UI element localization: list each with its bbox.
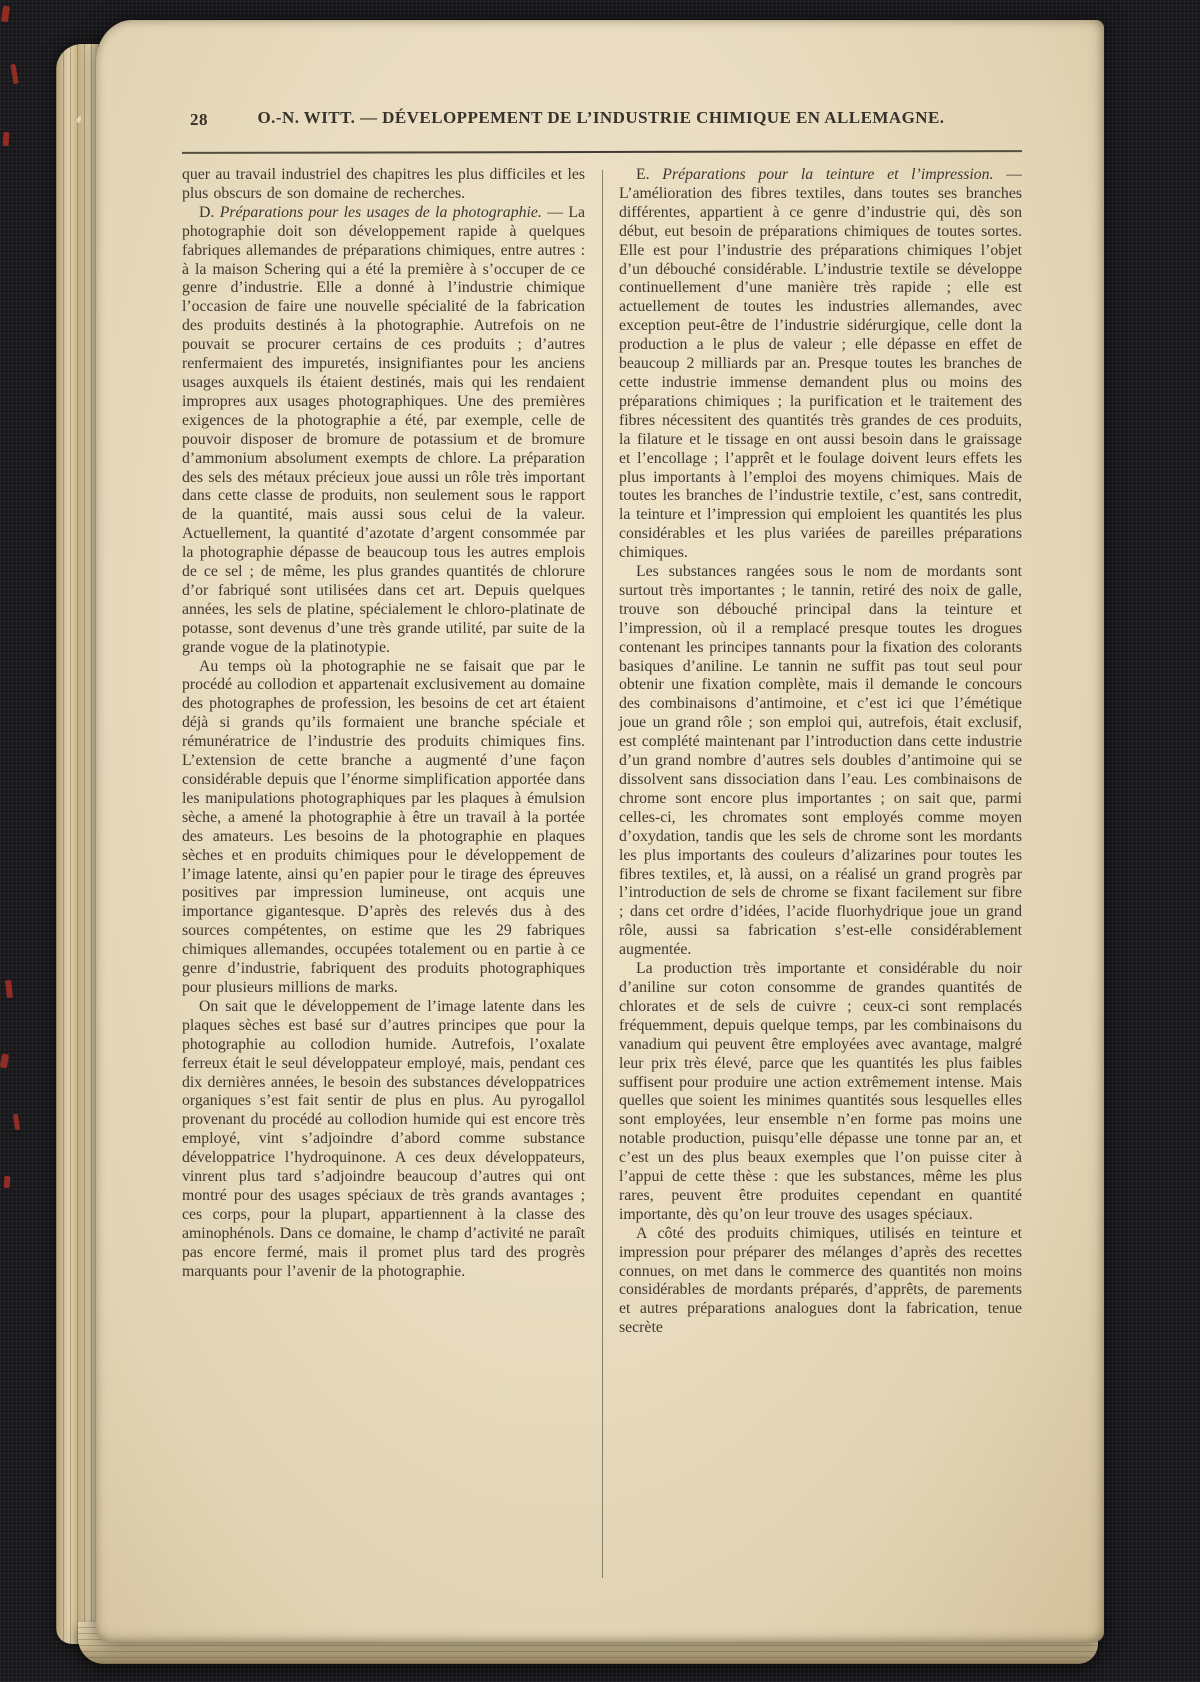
running-title: O.-N. WITT. — DÉVELOPPEMENT DE L’INDUSTRIE CHIMIQUE EN ALLEMAGNE.	[257, 108, 945, 127]
column-divider-rule	[602, 170, 603, 1578]
paragraph	[619, 166, 1022, 563]
text-run: Les substances rangées sous le nom de mordants sont surtout très importantes ; le tannin, retiré des noix de galle, trouve son débouché principal dans la teinture et l’impression, où il a remplacé presque toutes les drogues contenant les principes tannants pour la fixation des colorants basiques d’aniline. Le tannin ne suffit pas tout seul pour obtenir une fixation complète, mais il demande le concours des combinaisons d’antimoine, et c’est ici que l’émétique joue un grand rôle ; son emploi qui, autrefois, était exclusif, est complété maintenant par l’introduction dans cette industrie d’un grand nombre d’autres sels doubles d’antimoine qui se dissolvent sans dissociation dans l’eau. Les combinaisons de chrome sont encore plus importantes ; on sait que, parmi celles-ci, les chromates sont employés comme moyen d’oxydation, tandis que les sels de chrome sont les mordants les plus importants des couleurs d’alizarines pour toutes les fibres textiles, et, là aussi, on a réalisé un grand progrès par l’introduction de sels de chrome se fixant facilement sur fibre ; dans cet ordre d’idées, l’acide fluorhydrique joue un grand rôle, aussi sa fabrication s’est-elle considérablement augmentée.	[619, 563, 1022, 959]
red-thread-mark	[4, 1176, 11, 1188]
red-thread-mark	[0, 1053, 9, 1068]
column-left	[182, 166, 585, 1612]
section-letter: D.	[199, 203, 220, 221]
header-rule	[182, 150, 1022, 154]
red-thread-mark	[3, 132, 10, 146]
text-run: La production très importante et considérable du noir d’aniline sur coton consomme de grandes quantités de chlorates et de sels de cuivre ; ceux-ci sont remplacés fréquemment, depuis quelque temps, par les combinaisons du vanadium qui peuvent être employées avec avantage, malgré leur prix très élevé, parce que les quantités les plus faibles suffisent pour produire une action extrêmement intense. Mais quelles que soient les minimes quantités sous lesquelles elles sont employées, leur ensemble n’en forme pas moins une notable production, puisqu’elle dépasse une tonne par an, et c’est un des plus beaux exemples que l’on puisse citer à l’appui de cette thèse : que les substances, même les plus rares, peuvent être produites cependant en quantité importante, dès qu’on leur trouve des usages spéciaux.	[619, 960, 1022, 1223]
text-run: quer au travail industriel des chapitres les plus difficiles et les plus obscurs de son domaine de recherches.	[182, 166, 585, 202]
red-thread-mark	[10, 64, 18, 85]
text-run: — L’amélioration des fibres textiles, dans toutes ses branches différentes, appartient à ce genre d’industrie qui, dès son début, eut besoin de préparations chimiques de toutes sortes. Elle est pour l’industrie des préparations chimiques l’objet d’un débouché considérable. L’industrie textile se développe continuellement d’une manière très rapide ; elle est actuellement de toutes les industries allemandes, avec exception peut-être de l’industrie sidérurgique, celle dont la production a le plus de valeur ; elle dépasse en effet de beaucoup 2 milliards par an. Presque toutes les branches de cette industrie immense demandent plus ou moins des préparations chimiques ; la purification et le traitement des fibres nécessitent des quantités très grandes de ces produits, la filature et le tissage en ont aussi besoin dans le graissage et l’encollage ; l’apprêt et le foulage doivent leurs effets les plus importants à l’emploi des moyens chimiques. Mais de toutes les branches de l’industrie textile, c’est, sans contredit, la teinture et l’impression qui emploient les quantités les plus considérables et les plus variées de pareilles préparations chimiques.	[619, 166, 1022, 562]
text-columns	[182, 166, 1022, 1612]
section-letter: E.	[636, 166, 663, 183]
running-head	[182, 108, 1020, 134]
red-thread-mark	[13, 1114, 20, 1131]
paragraph	[619, 563, 1022, 960]
section-title-italic: Préparations pour les usages de la photographie.	[219, 203, 542, 221]
paragraph	[182, 204, 585, 658]
column-right	[619, 166, 1022, 1612]
red-thread-mark	[1, 6, 10, 23]
section-title-italic: Préparations pour la teinture et l’impression.	[662, 166, 994, 183]
text-run: — La photographie doit son développement rapide à quelques fabriques allemandes de préparations chimiques, entre autres : à la maison Schering qui a été la première à s’occuper de ce genre d’industrie. Elle a donné à l’industrie chimique l’occasion de faire une nouvelle spécialité de la fabrication des produits destinés à la photographie. Autrefois on ne pouvait se procurer certains de ces produits ; d’autres renfermaient des impuretés, insignifiantes pour les anciens usages auxquels ils étaient destinés, mais qui les rendaient impropres aux usages photographiques. Une des premières exigences de la photographie a été, par exemple, celle de pouvoir disposer de bromure de potassium et de bromure d’ammonium absolument exempts de chlore. La préparation des sels des métaux précieux joue aussi un rôle très important dans cette classe de produits, non seulement sous le rapport de la quantité, mais aussi sous celui de la valeur. Actuellement, la quantité d’azotate d’argent consommée par la photographie dépasse de beaucoup tous les autres emplois de ce sel ; de même, les plus grandes quantités de chlorure d’or fabriqué sont utilisées dans cet art. Depuis quelques années, les sels de platine, spécialement le chloro-platinate de potasse, sont devenus d’une très grande utilité, par suite de la grande vogue de la platinotypie.	[182, 203, 585, 656]
paragraph	[619, 1225, 1022, 1338]
paragraph	[182, 166, 585, 204]
text-run: A côté des produits chimiques, utilisés en teinture et impression pour préparer des mélanges d’après des recettes connues, on met dans le commerce des quantités non moins considérables de mordants préparés, d’apprêts, de parements et autres préparations analogues dont la fabrication, tenue secrète	[619, 1224, 1022, 1337]
paragraph	[619, 960, 1022, 1225]
red-thread-mark	[5, 980, 13, 999]
paragraph	[182, 998, 585, 1282]
page-number: 28	[190, 110, 208, 129]
text-run: On sait que le développement de l’image latente dans les plaques sèches est basé sur d’autres principes que pour la photographie au collodion humide. Autrefois, l’oxalate ferreux était le seul développateur employé, mais, pendant ces dix dernières années, le besoin des substances développatrices organiques s’est fait sentir de plus en plus. Au pyrogallol provenant du procédé au collodion humide qui est encore très employé, vint s’adjoindre d’abord comme substance développatrice l’hydroquinone. A ces deux développateurs, vinrent plus tard s’adjoindre beaucoup d’autres qui ont montré pour des usages spéciaux de très grands avantages ; ces corps, pour la plupart, appartiennent à la classe des aminophénols. Dans ce domaine, le champ d’activité ne paraît pas encore fermé, mais il promet plus tard des progrès marquants pour l’avenir de la photographie.	[182, 997, 585, 1280]
paragraph	[182, 658, 585, 998]
text-run: Au temps où la photographie ne se faisait que par le procédé au collodion et appartenait exclusivement au domaine des photographes de profession, les besoins de cet art étaient déjà si grands qu’ils formaient une branche spéciale et rémunératrice de l’industrie des produits chimiques fins. L’extension de cette branche a augmenté d’une façon considérable depuis que l’énorme simplification apportée dans les manipulations photographiques par les plaques à émulsion sèche, a amené la photographie à être un travail à la portée des amateurs. Les besoins de la photographie en plaques sèches et en produits chimiques pour le développement de l’image latente, ainsi qu’en papier pour le tirage des épreuves positives par impression lumineuse, ont acquis une importance gigantesque. D’après des relevés dus à des sources compétentes, on estime que les 29 fabriques chimiques allemandes, occupées totalement ou en partie à ce genre d’industrie, fabriquent des produits photographiques pour plusieurs millions de marks.	[182, 657, 585, 996]
book-page	[96, 20, 1104, 1642]
